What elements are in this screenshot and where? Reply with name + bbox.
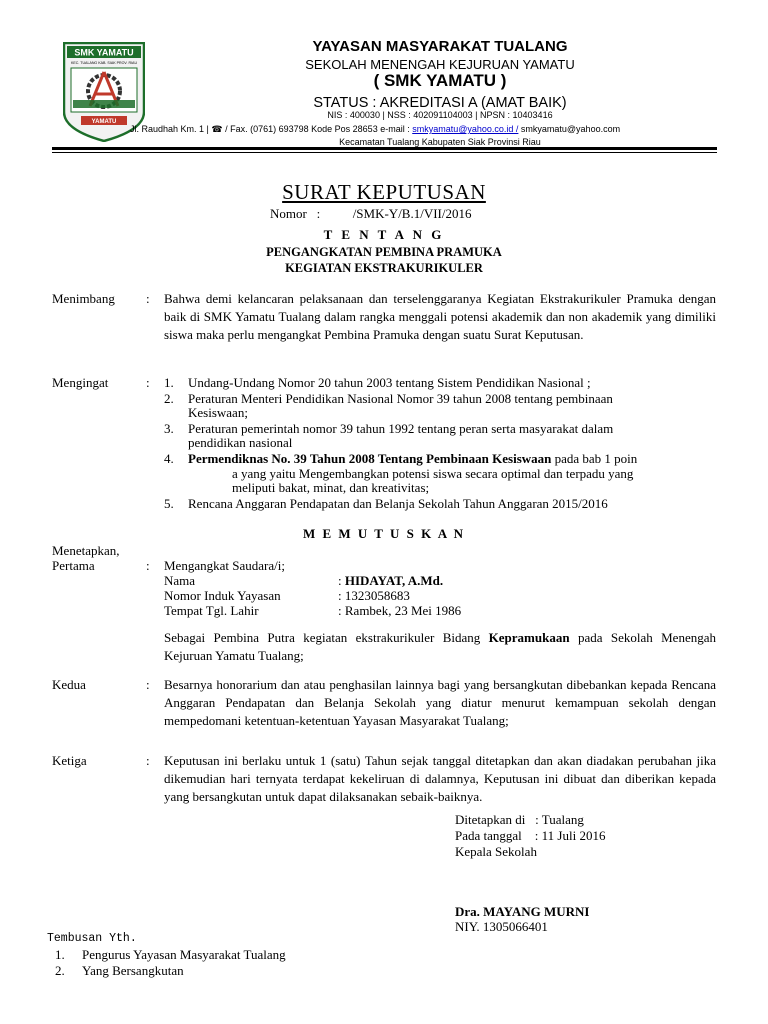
- mengingat-num-5: 5.: [164, 496, 174, 511]
- cc-item-1: Pengurus Yayasan Masyarakat Tualang: [82, 947, 286, 962]
- mengingat-item-4-cont: a yang yaitu Mengembangkan potensi siswa secara optimal dan terpadu yang: [232, 466, 634, 481]
- mengingat-item-4-rest: pada bab 1 poin: [551, 451, 638, 466]
- role-post: pada Sekolah Menengah Kejuruan Yamatu Tualang;: [164, 630, 716, 663]
- logo-text: SMK YAMATU: [74, 47, 134, 58]
- menetapkan-label: Menetapkan,: [52, 543, 120, 558]
- ketiga-label: Ketiga: [52, 753, 87, 768]
- sign-position: Kepala Sekolah: [455, 844, 537, 859]
- pertama-label: Pertama: [52, 558, 95, 573]
- accreditation-status: STATUS : AKREDITASI A (AMAT BAIK): [313, 95, 567, 111]
- header-divider-thin: [52, 152, 717, 153]
- sign-place: Ditetapkan di : Tualang: [455, 812, 584, 827]
- field-niy-text: 1323058683: [344, 588, 410, 603]
- field-nama-label: Nama: [164, 573, 196, 588]
- subject-line-2: KEGIATAN EKSTRAKURIKULER: [285, 261, 483, 275]
- mengingat-item-3-cont: pendidikan nasional: [188, 435, 293, 450]
- cc-num-2: 2.: [55, 963, 65, 978]
- ketiga-text: Keputusan ini berlaku untuk 1 (satu) Tahun sejak tanggal ditetapkan dan akan diadakan perubahan jika dikemudian hari ternyata terdapat kekeliruan di dalamnya, Keputusan ini dibuat dan diberikan kepada yang bersangkutan untuk dapat dilaksanakan sebaik-baiknya.: [164, 753, 716, 804]
- school-address: [130, 124, 750, 135]
- field-nama-text: HIDAYAT, A.Md.: [344, 573, 444, 588]
- foundation-name: YAYASAN MASYARAKAT TUALANG: [312, 38, 568, 55]
- field-niy-label: Nomor Induk Yayasan: [164, 588, 281, 603]
- menimbang-text: Bahwa demi kelancaran pelaksanaan dan terselenggaranya Kegiatan Ekstrakurikuler Pramuka dengan baik di SMK Yamatu Tualang dalam rangka menggali potensi akademik dan non akademik yang dimiliki siswa maka perlu mengangkat Pembina Pramuka dengan suatu Surat Keputusan.: [164, 291, 716, 342]
- role-pre: Sebagai Pembina Putra kegiatan ekstrakurikuler Bidang: [164, 630, 489, 645]
- school-abbr: ( SMK YAMATU ): [373, 71, 507, 90]
- logo-ribbon: YAMATU: [91, 119, 117, 125]
- pertama-colon: :: [146, 558, 150, 573]
- document-title: SURAT KEPUTUSAN: [282, 180, 486, 204]
- field-ttl-text: Rambek, 23 Mei 1986: [344, 603, 462, 618]
- about-heading: T E N T A N G: [323, 227, 445, 242]
- header-divider: [52, 147, 717, 150]
- kedua-text: Besarnya honorarium dan atau penghasilan lainnya bagi yang bersangkutan dibebankan kepada Rencana Anggaran Pendapatan dan Belanja Sekolah yang diatur menurut kemampuan sekolah dengan mempedomani ketentuan-ketentuan Yayasan Masyarakat Tualang;: [164, 677, 716, 728]
- field-niy-value: : 1323058683: [338, 588, 410, 603]
- mengingat-item-1: Undang-Undang Nomor 20 tahun 2003 tentang Sistem Pendidikan Nasional ;: [188, 375, 591, 390]
- school-name: SEKOLAH MENENGAH KEJURUAN YAMATU: [305, 57, 575, 72]
- school-ids: NIS : 400030 | NSS : 402091104003 | NPSN : 10403416: [327, 110, 553, 120]
- field-ttl-value: : Rambek, 23 Mei 1986: [338, 603, 462, 618]
- mengingat-item-2: Peraturan Menteri Pendidikan Nasional Nomor 39 tahun 2008 tentang pembinaan: [188, 391, 613, 406]
- mengingat-num-3: 3.: [164, 421, 174, 436]
- address-text: Jl. Raudhah Km. 1 | ☎ / Fax. (0761) 693798 Kode Pos 28653 e-mail :: [130, 124, 413, 134]
- menimbang-colon: :: [146, 291, 150, 306]
- ketiga-colon: :: [146, 753, 150, 768]
- field-nama-value: : HIDAYAT, A.Md.: [338, 573, 444, 588]
- role-bold: Kepramukaan: [488, 630, 570, 645]
- mengingat-item-4-cont2: meliputi bakat, minat, dan kreativitas;: [232, 480, 430, 495]
- email-secondary: smkyamatu@yahoo.com: [518, 124, 621, 134]
- subject-line-1: PENGANGKATAN PEMBINA PRAMUKA: [266, 245, 502, 259]
- sign-name: Dra. MAYANG MURNI: [455, 904, 590, 919]
- school-region: Kecamatan Tualang Kabupaten Siak Provinsi Riau: [339, 137, 541, 147]
- mengingat-num-4: 4.: [164, 451, 174, 466]
- mengingat-item-5: Rencana Anggaran Pendapatan dan Belanja Sekolah Tahun Anggaran 2015/2016: [188, 496, 608, 511]
- kedua-label: Kedua: [52, 677, 86, 692]
- menimbang-label: Menimbang: [52, 291, 115, 306]
- cc-item-2: Yang Bersangkutan: [82, 963, 184, 978]
- decision-heading: M E M U T U S K A N: [302, 526, 466, 541]
- sign-date: Pada tanggal : 11 Juli 2016: [455, 828, 606, 843]
- sign-niy: NIY. 1305066401: [455, 919, 548, 934]
- pertama-role: [164, 629, 716, 665]
- mengingat-item-2-cont: Kesiswaan;: [188, 405, 248, 420]
- mengingat-label: Mengingat: [52, 375, 109, 390]
- email-link-primary[interactable]: smkyamatu@yahoo.co.id /: [412, 124, 519, 134]
- pertama-intro: Mengangkat Saudara/i;: [164, 558, 285, 573]
- mengingat-item-4-bold: Permendiknas No. 39 Tahun 2008 Tentang Pembinaan Kesiswaan: [188, 451, 552, 466]
- cc-label: Tembusan Yth.: [47, 932, 137, 945]
- kedua-colon: :: [146, 677, 150, 692]
- cc-num-1: 1.: [55, 947, 65, 962]
- mengingat-num-1: 1.: [164, 375, 174, 390]
- logo-subtext: KEC. TUALANG KAB. SIAK PROV. RIAU: [70, 61, 138, 65]
- mengingat-colon: :: [146, 375, 150, 390]
- mengingat-item-3: Peraturan pemerintah nomor 39 tahun 1992 tentang peran serta masyarakat dalam: [188, 421, 614, 436]
- document-number: Nomor : /SMK-Y/B.1/VII/2016: [270, 206, 472, 221]
- mengingat-num-2: 2.: [164, 391, 174, 406]
- field-ttl-label: Tempat Tgl. Lahir: [164, 603, 259, 618]
